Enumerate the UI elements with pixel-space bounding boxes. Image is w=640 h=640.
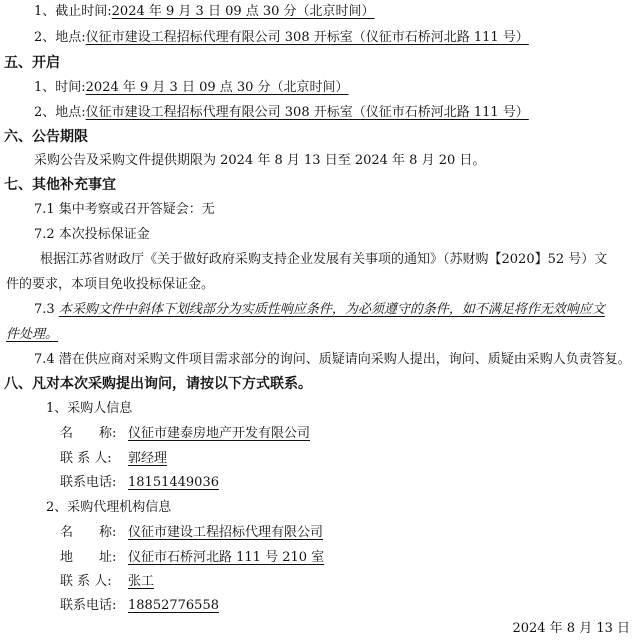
buyer-contact-row: [60, 450, 167, 468]
open-place-prefix: 2、地点:: [34, 105, 86, 120]
item-7-2: 7.2 本次投标保证金: [34, 227, 150, 242]
buyer-phone-row: [60, 474, 219, 492]
buyer-contact-label: 联 系 人:: [60, 451, 112, 466]
open-time-value: 2024 年 9 月 3 日 09 点 30 分（北京时间）: [85, 80, 349, 95]
deadline-row: [34, 3, 375, 21]
open-time-prefix: 1、时间:: [34, 80, 86, 95]
place-row: [34, 29, 529, 47]
section7-heading: 七、其他补充事宜: [4, 177, 116, 193]
agent-address-row: [60, 549, 324, 567]
open-time-row: [34, 79, 349, 97]
agent-contact-label: 联 系 人:: [60, 574, 112, 589]
section8-heading: 八、凡对本次采购提出询问，请按以下方式联系。: [4, 376, 312, 392]
place-value: 仪征市建设工程招标代理有限公司 308 开标室（仪征市石桥河北路 111 号）: [85, 30, 529, 45]
buyer-name-label: 名 称:: [60, 426, 117, 441]
agent-phone-row: [60, 597, 219, 615]
place-prefix: 2、地点:: [34, 30, 86, 45]
agent-address-value: 仪征市石桥河北路 111 号 210 室: [128, 550, 325, 565]
item-7-1: 7.1 集中考察或召开答疑会：无: [34, 202, 215, 217]
buyer-info-heading: 1、采购人信息: [46, 401, 133, 416]
open-place-value: 仪征市建设工程招标代理有限公司 308 开标室（仪征市石桥河北路 111 号）: [85, 105, 529, 120]
agent-phone-value: 18852776558: [128, 598, 219, 613]
item-7-3-line2: 件处理。: [6, 327, 59, 342]
item-7-4: 7.4 潜在供应商对采购文件项目需求部分的询问、质疑请向采购人提出，询问、质疑由采购人负责答复。: [34, 352, 631, 367]
buyer-contact-value: 郭经理: [128, 451, 168, 466]
agent-contact-value: 张工: [128, 574, 155, 589]
buyer-phone-value: 18151449036: [128, 475, 219, 490]
buyer-name-value: 仪征市建泰房地产开发有限公司: [128, 426, 311, 441]
item-7-3-text: 本采购文件中斜体下划线部分为实质性响应条件，为必须遵守的条件，如不满足将作无效响应文: [58, 302, 605, 317]
buyer-name-row: [60, 425, 310, 443]
deadline-prefix: 1、截止时间:: [34, 4, 112, 19]
agent-contact-row: [60, 573, 154, 591]
deposit-paragraph-line1: 根据江苏省财政厅《关于做好政府采购支持企业发展有关事项的通知》（苏财购【2020】52 号）文: [40, 252, 608, 267]
agent-name-value: 仪征市建设工程招标代理有限公司: [128, 525, 324, 540]
document-date: 2024 年 8 月 13 日: [512, 621, 630, 636]
agent-info-heading: 2、采购代理机构信息: [46, 500, 172, 515]
item-7-3-number: 7.3: [34, 302, 55, 317]
agent-name-row: [60, 524, 323, 542]
section5-heading: 五、开启: [4, 55, 60, 71]
item-7-3-line1: [34, 301, 605, 319]
open-place-row: [34, 104, 529, 122]
deadline-value: 2024 年 9 月 3 日 09 点 30 分（北京时间）: [111, 4, 375, 19]
agent-address-label: 地 址:: [60, 550, 117, 565]
deposit-paragraph-line2: 件的要求，本项目免收投标保证金。: [6, 277, 215, 292]
notice-period-text: 采购公告及采购文件提供期限为 2024 年 8 月 13 日至 2024 年 8 月 20 日。: [34, 153, 486, 168]
agent-name-label: 名 称:: [60, 525, 117, 540]
section6-heading: 六、公告期限: [4, 129, 88, 145]
agent-phone-label: 联系电话:: [60, 598, 117, 613]
buyer-phone-label: 联系电话:: [60, 475, 117, 490]
